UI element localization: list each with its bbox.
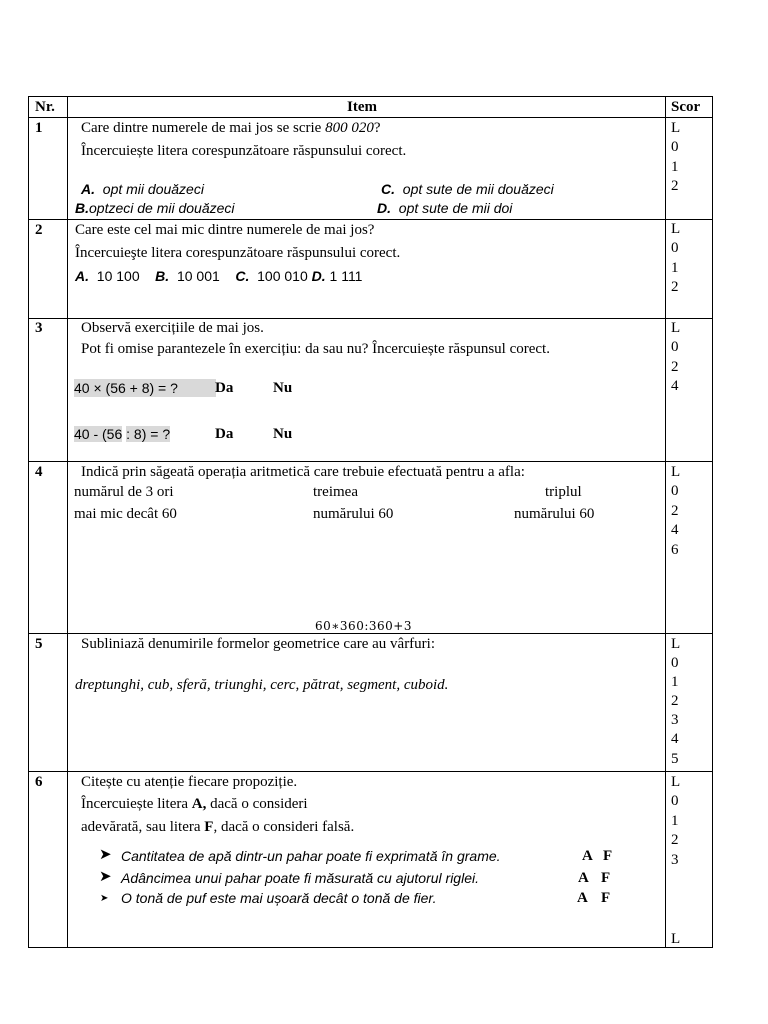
item-6-answer-a-2[interactable]: A [578, 870, 589, 886]
item-1-instruction: Încercuiește litera corespunzătoare răspunsului corect. [81, 143, 407, 159]
item-4-line-1: Indică prin săgeată operația aritmetică care trebuie efectuată pentru a afla: [81, 464, 525, 480]
item-1-option-b: B.optzeci de mii douăzeci [75, 200, 235, 216]
item-3-yes-2[interactable]: Da [215, 426, 234, 442]
item-6-score-column [671, 773, 680, 870]
score-value: 0 [671, 240, 679, 257]
row-divider [29, 771, 712, 772]
item-4-col-2-line-1: treimea [313, 484, 358, 500]
item-6-line-3: adevărată, sau litera F, dacă o consideri falsă. [81, 819, 355, 835]
item-5-shape-list: dreptunghi, cub, sferă, triunghi, cerc, pătrat, segment, cuboid. [75, 677, 449, 693]
score-value: L [671, 120, 681, 136]
item-3-no-2[interactable]: Nu [273, 426, 293, 442]
score-value: 1 [671, 812, 679, 829]
column-divider [67, 97, 68, 947]
score-value: 5 [671, 750, 679, 767]
score-value: L [671, 636, 681, 652]
score-value: 3 [671, 712, 679, 729]
item-6-answer-f-1[interactable]: F [603, 848, 613, 864]
item-6-number: 6 [35, 774, 43, 790]
item-6-answer-a-3[interactable]: A [577, 890, 588, 906]
item-2-instruction: Încercuieşte litera corespunzătoare răspunsului corect. [75, 245, 401, 261]
item-4-number: 4 [35, 464, 43, 480]
item-3-line-1: Observă exercițiile de mai jos. [81, 320, 264, 336]
item-4-col-1-line-1: numărul de 3 ori [74, 484, 174, 500]
score-value: 2 [671, 358, 679, 375]
score-value: L [671, 774, 681, 790]
item-6-statement-2: Adâncimea unui pahar poate fi măsurată cu ajutorul riglei. [121, 870, 479, 886]
header-item: Item [347, 99, 377, 115]
item-2-question: Care este cel mai mic dintre numerele de mai jos? [75, 222, 375, 238]
arrow-bullet-icon: ➤ [100, 893, 109, 904]
item-1-score-column [671, 119, 680, 197]
header-nr: Nr. [35, 99, 55, 115]
item-6-answer-f-2[interactable]: F [601, 870, 611, 886]
score-value: 2 [671, 502, 679, 519]
item-3-yes-1[interactable]: Da [215, 380, 234, 396]
item-3-number: 3 [35, 320, 43, 336]
item-1-number: 1 [35, 120, 43, 136]
score-value: 2 [671, 832, 679, 849]
item-6-score-bottom: L [671, 931, 681, 947]
row-divider [29, 461, 712, 462]
item-4-col-3-line-1: triplul [545, 484, 582, 500]
arrow-bullet-icon: ➤ [99, 847, 112, 863]
item-2-number: 2 [35, 222, 43, 238]
score-value: 2 [671, 279, 679, 296]
score-value: 4 [671, 522, 679, 539]
item-1-option-c: C. opt sute de mii douăzeci [381, 181, 554, 197]
item-6-statement-1: Cantitatea de apă dintr-un pahar poate fi exprimată în grame. [121, 848, 501, 864]
score-value: 0 [671, 793, 679, 810]
score-value: 1 [671, 674, 679, 691]
item-3-score-column [671, 319, 680, 397]
score-value: L [671, 464, 681, 480]
score-value: 4 [671, 378, 679, 395]
score-value: 0 [671, 483, 679, 500]
item-3-no-1[interactable]: Nu [273, 380, 293, 396]
evaluation-table [28, 96, 713, 948]
item-5-line-1: Subliniază denumirile formelor geometrice care au vârfuri: [81, 636, 436, 652]
row-divider [29, 219, 712, 220]
item-2-options: A. 10 100 B. 10 001 C. 100 010 D. 1 111 [75, 268, 363, 284]
item-5-score-column [671, 635, 680, 769]
score-value: 1 [671, 259, 679, 276]
item-4-col-2-line-2: numărului 60 [313, 506, 394, 522]
score-value: 1 [671, 158, 679, 175]
item-4-formula: 60∗360:360+3 [315, 619, 412, 633]
item-4-col-1-line-2: mai mic decât 60 [74, 506, 177, 522]
item-4-score-column [671, 463, 680, 560]
score-value: 0 [671, 655, 679, 672]
item-4-col-3-line-2: numărului 60 [514, 506, 595, 522]
score-value: L [671, 221, 681, 237]
item-6-answer-a-1[interactable]: A [582, 848, 593, 864]
item-3-exercise-2: 40 - (56 : 8) = ? [74, 426, 171, 442]
item-6-line-2: Încercuiește litera A, dacă o consideri [81, 796, 308, 812]
header-score: Scor [671, 99, 701, 115]
score-value: 2 [671, 178, 679, 195]
arrow-bullet-icon: ➤ [99, 869, 112, 885]
item-6-statement-3: O tonă de puf este mai ușoară decât o tonă de fier. [121, 890, 437, 906]
item-1-option-d: D. opt sute de mii doi [377, 200, 513, 216]
row-divider [29, 117, 712, 118]
column-divider [665, 97, 666, 947]
score-value: 4 [671, 731, 679, 748]
item-2-score-column [671, 220, 680, 298]
item-3-line-2: Pot fi omise parantezele în exercițiu: da sau nu? Încercuiește răspunsul corect. [81, 341, 550, 357]
item-1-option-a: A. opt mii douăzeci [81, 181, 204, 197]
score-value: 0 [671, 339, 679, 356]
item-6-answer-f-3[interactable]: F [601, 890, 611, 906]
item-5-number: 5 [35, 636, 43, 652]
item-1-question: Care dintre numerele de mai jos se scrie 800 020? [81, 120, 381, 136]
score-value: 3 [671, 851, 679, 868]
score-value: 6 [671, 541, 679, 558]
item-6-line-1: Citește cu atenție fiecare propoziție. [81, 774, 298, 790]
score-value: L [671, 320, 681, 336]
score-value: 2 [671, 693, 679, 710]
item-3-exercise-1: 40 × (56 + 8) = ? [74, 379, 216, 397]
score-value: 0 [671, 139, 679, 156]
